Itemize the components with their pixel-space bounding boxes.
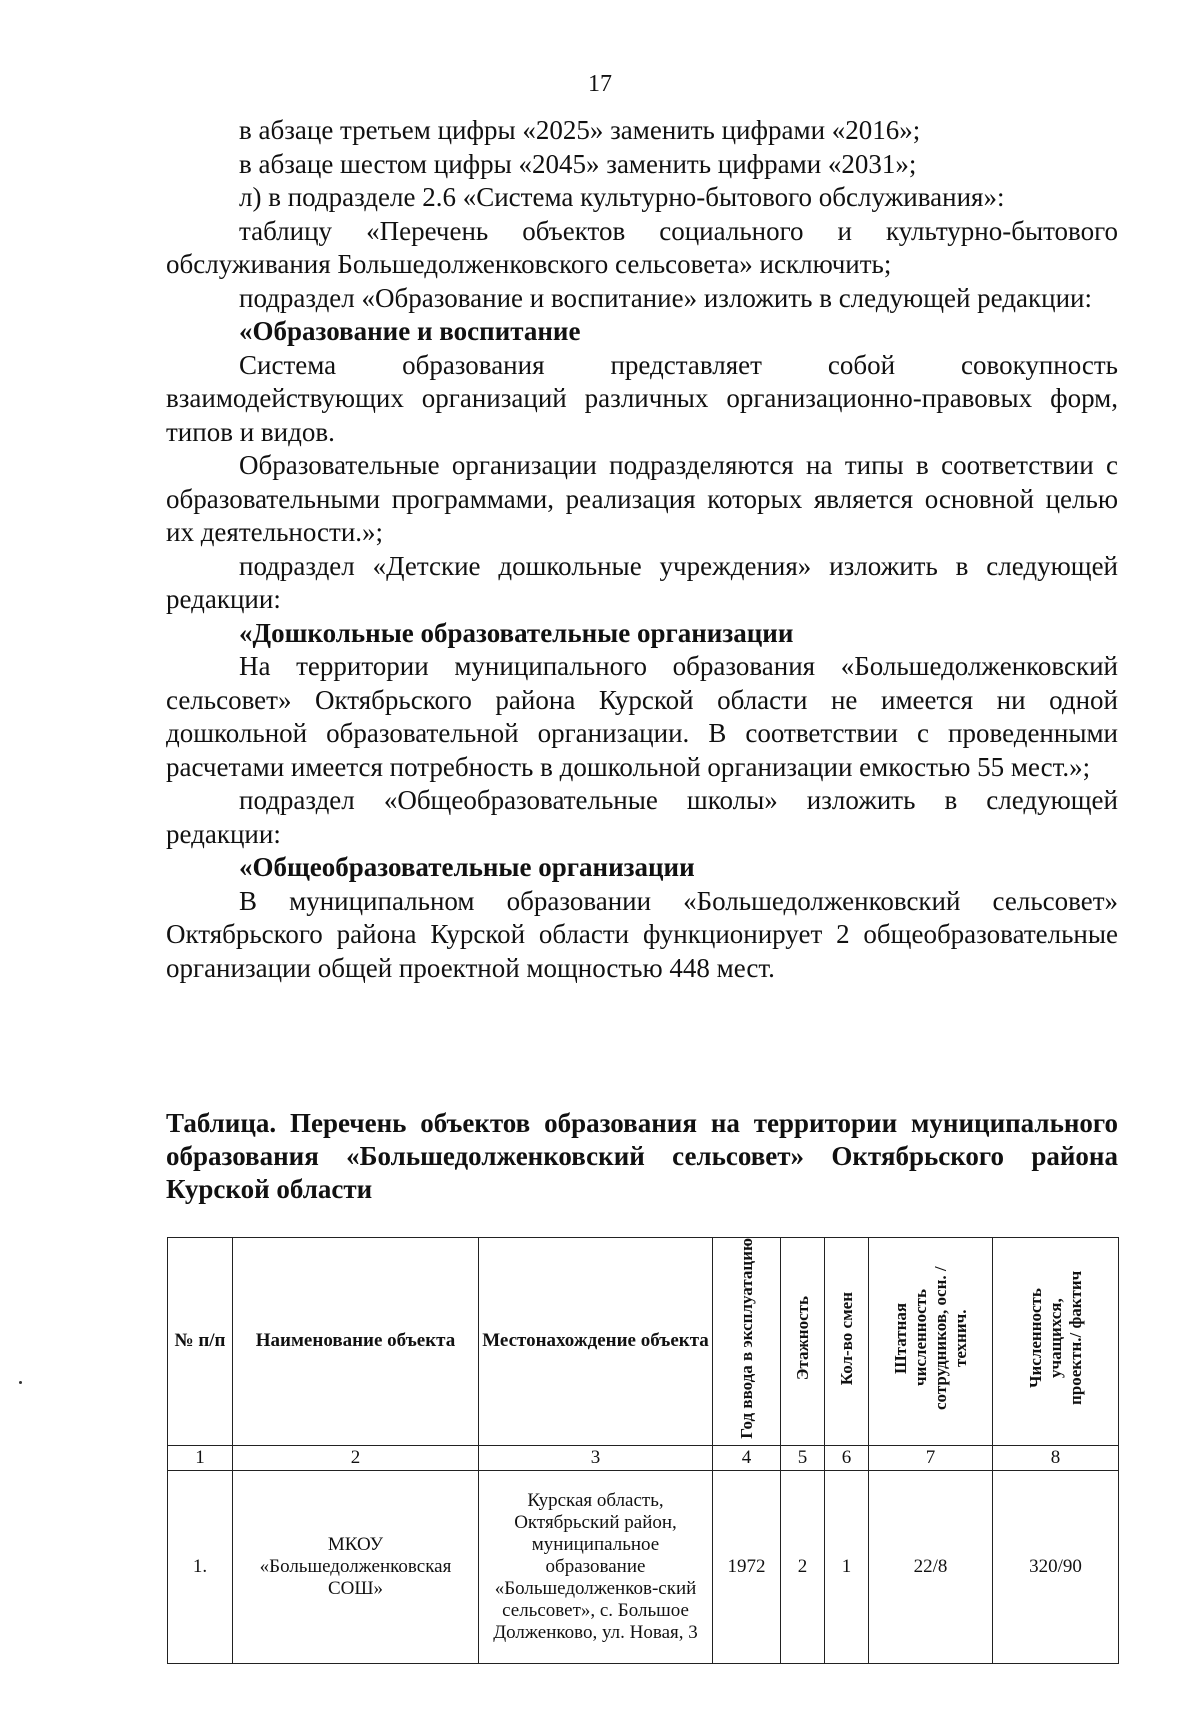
row-number: 1. [168,1470,233,1663]
paragraph-preschool-intro: подраздел «Детские дошкольные учреждения» изложить в следующей редакции: [166,550,1118,614]
table-header-row [168,1238,1119,1446]
paragraph-education-system: Система образования представляет собой совокупность взаимодействующих организаций различных организационно-правовых форм, типов и видов. [166,349,1118,447]
table-column-numbers-row [168,1445,1119,1470]
header-staff-cell [869,1238,993,1446]
heading-preschool: «Дошкольные образовательные организации [239,617,794,648]
column-number: 1 [168,1445,233,1470]
paragraph-schools-intro: подраздел «Общеобразовательные школы» изложить в следующей редакции: [166,785,1118,849]
scan-speck [19,1381,22,1384]
paragraph-amend-2045: в абзаце шестом цифры «2045» заменить цифрами «2031»; [239,148,917,179]
paragraph-table-exclude: таблицу «Перечень объектов социального и культурно-бытового обслуживания Большедолженковского сельсовета» исключить; [166,215,1118,279]
row-students: 320/90 [993,1470,1119,1663]
column-number: 3 [479,1445,713,1470]
column-number: 8 [993,1445,1119,1470]
header-shifts: Кол-во смен [836,1291,856,1386]
column-number: 2 [233,1445,479,1470]
table-row [168,1470,1119,1663]
column-number: 7 [869,1445,993,1470]
column-number: 4 [713,1445,781,1470]
header-number: № п/п [168,1238,233,1446]
paragraph-education-intro: подраздел «Образование и воспитание» изложить в следующей редакции: [239,282,1092,313]
document-body [166,114,1118,985]
row-floors: 2 [781,1470,825,1663]
paragraph-education-types: Образовательные организации подразделяются на типы в соответствии с образовательными программами, реализация которых является основной целью их деятельности.»; [166,450,1118,547]
header-shifts-cell [825,1238,869,1446]
header-year-cell [713,1238,781,1446]
table-title: Таблица. Перечень объектов образования на территории муниципального образования «Большедолженковский сельсовет» Октябрьского района Курской области [166,1108,1118,1204]
row-staff: 22/8 [869,1470,993,1663]
column-number: 6 [825,1445,869,1470]
header-object-name: Наименование объекта [233,1238,479,1446]
header-students: Численность учащихся, проектн./ фактич [1025,1271,1085,1406]
header-students-cell [993,1238,1119,1446]
heading-schools: «Общеобразовательные организации [239,852,695,882]
header-floors-cell [781,1238,825,1446]
row-year: 1972 [713,1470,781,1663]
row-shifts: 1 [825,1470,869,1663]
page-number: 17 [588,71,612,97]
header-floors: Этажность [792,1296,812,1381]
paragraph-amend-2025: в абзаце третьем цифры «2025» заменить цифрами «2016»; [239,115,921,145]
paragraph-schools-text: В муниципальном образовании «Большедолженковский сельсовет» Октябрьского района Курской области функционирует 2 общеобразовательные организации общей проектной мощностью 448 мест. [166,885,1118,983]
header-location: Местонахождение объекта [479,1238,713,1446]
column-number: 5 [781,1445,825,1470]
row-object-name: МКОУ «Большедолженковская СОШ» [233,1470,479,1663]
paragraph-preschool-text: На территории муниципального образования «Большедолженковский сельсовет» Октябрьского района Курской области не имеется ни одной дошкольной образовательной организации. В соответствии с проведенными расчетами имеется потребность в дошкольной организации емкостью 55 мест.»; [166,651,1118,782]
paragraph-subsection-2-6: л) в подразделе 2.6 «Система культурно-бытового обслуживания»: [239,182,1005,212]
heading-education: «Образование и воспитание [239,316,581,346]
header-year: Год ввода в эксплуатацию [736,1238,756,1439]
row-location: Курская область, Октябрьский район, муниципальное образование «Большедолженков-ский сельсовет», с. Большое Долженково, ул. Новая, 3 [479,1470,713,1663]
header-staff: Штатная численность сотрудников, осн. /технич. [890,1266,970,1411]
education-objects-table [167,1237,1119,1664]
